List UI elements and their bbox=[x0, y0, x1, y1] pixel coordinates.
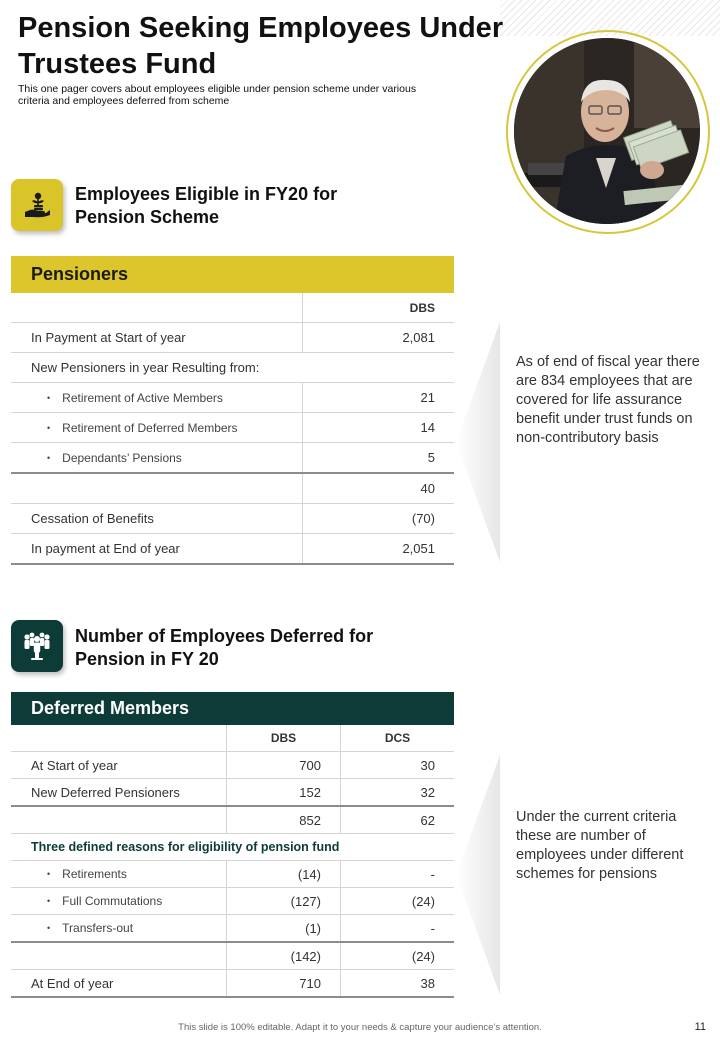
row-label bbox=[11, 806, 227, 834]
row-value-dbs: (1) bbox=[227, 915, 341, 943]
table-header-row bbox=[11, 293, 454, 323]
row-label: • Full Commutations bbox=[11, 888, 227, 915]
row-label: • Retirements bbox=[11, 861, 227, 888]
table-row bbox=[11, 504, 454, 534]
row-label-reasons: Three defined reasons for eligibility of pension fund bbox=[11, 834, 454, 861]
page-title: Pension Seeking Employees Under Trustees Fund bbox=[18, 12, 504, 80]
row-label: • Retirement of Deferred Members bbox=[11, 413, 303, 443]
column-header-dcs: DCS bbox=[341, 725, 455, 752]
row-label: At End of year bbox=[11, 970, 227, 998]
table-row bbox=[11, 942, 454, 970]
table-row bbox=[11, 353, 454, 383]
row-value: 5 bbox=[303, 443, 455, 474]
row-value-dbs: 152 bbox=[227, 779, 341, 807]
section2-heading: Number of Employees Deferred for Pension in FY 20 bbox=[75, 626, 374, 669]
row-value-dbs: (142) bbox=[227, 942, 341, 970]
row-label bbox=[11, 473, 303, 504]
table-row bbox=[11, 383, 454, 413]
row-value-dcs: 32 bbox=[341, 779, 455, 807]
table-row bbox=[11, 806, 454, 834]
row-value-dcs: 30 bbox=[341, 752, 455, 779]
page-subtitle: This one pager covers about employees eligible under pension scheme under various criteria and employees deferred from scheme bbox=[18, 83, 417, 107]
footer-text: This slide is 100% editable. Adapt it to your needs & capture your audience’s attention. bbox=[178, 1022, 542, 1033]
table-row bbox=[11, 443, 454, 474]
group-of-people-icon bbox=[11, 620, 63, 672]
row-value-dbs: 710 bbox=[227, 970, 341, 998]
table-row bbox=[11, 752, 454, 779]
row-value: 40 bbox=[303, 473, 455, 504]
pensioners-table bbox=[11, 293, 454, 565]
row-value-dcs: - bbox=[341, 915, 455, 943]
row-value-dcs: - bbox=[341, 861, 455, 888]
hand-coin-plant-icon bbox=[11, 179, 63, 231]
table-row bbox=[11, 970, 454, 998]
row-value: 2,081 bbox=[303, 323, 455, 353]
elderly-man-with-money-photo bbox=[514, 38, 700, 224]
table-row bbox=[11, 779, 454, 807]
row-label: Cessation of Benefits bbox=[11, 504, 303, 534]
table-row bbox=[11, 323, 454, 353]
row-value-dcs: 62 bbox=[341, 806, 455, 834]
row-value: 14 bbox=[303, 413, 455, 443]
row-value: (70) bbox=[303, 504, 455, 534]
table-row bbox=[11, 888, 454, 915]
section1-heading: Employees Eligible in FY20 for Pension Scheme bbox=[75, 184, 338, 227]
table-row bbox=[11, 413, 454, 443]
page-number: 11 bbox=[694, 1021, 706, 1033]
row-value-dbs: 700 bbox=[227, 752, 341, 779]
row-value-dcs: (24) bbox=[341, 888, 455, 915]
row-value: 2,051 bbox=[303, 534, 455, 565]
section1-note: As of end of fiscal year there are 834 employees that are covered for life assurance benefit under trust funds on non-contributory basis bbox=[516, 354, 700, 446]
row-value-dbs: 852 bbox=[227, 806, 341, 834]
row-label: • Dependants’ Pensions bbox=[11, 443, 303, 474]
table-row bbox=[11, 473, 454, 504]
table-row bbox=[11, 915, 454, 943]
row-label: • Retirement of Active Members bbox=[11, 383, 303, 413]
deferred-members-table-title: Deferred Members bbox=[11, 692, 454, 725]
deferred-members-table bbox=[11, 725, 454, 998]
column-header-dbs: DBS bbox=[227, 725, 341, 752]
row-label: At Start of year bbox=[11, 752, 227, 779]
callout-pointer-shape bbox=[456, 322, 500, 562]
pensioners-table-title: Pensioners bbox=[11, 256, 454, 293]
row-label: New Deferred Pensioners bbox=[11, 779, 227, 807]
table-row bbox=[11, 834, 454, 861]
row-label: In Payment at Start of year bbox=[11, 323, 303, 353]
row-value-dbs: (127) bbox=[227, 888, 341, 915]
row-value: 21 bbox=[303, 383, 455, 413]
row-label: In payment at End of year bbox=[11, 534, 303, 565]
row-label: • Transfers-out bbox=[11, 915, 227, 943]
section2-note: Under the current criteria these are number of employees under different schemes for pensions bbox=[516, 809, 684, 882]
row-value-dcs: 38 bbox=[341, 970, 455, 998]
table-header-row bbox=[11, 725, 454, 752]
table-row bbox=[11, 534, 454, 565]
table-row bbox=[11, 861, 454, 888]
column-header-dbs: DBS bbox=[303, 293, 455, 323]
row-value-dcs: (24) bbox=[341, 942, 455, 970]
row-label bbox=[11, 942, 227, 970]
row-label: New Pensioners in year Resulting from: bbox=[11, 353, 454, 383]
callout-pointer-shape bbox=[456, 755, 500, 995]
row-value-dbs: (14) bbox=[227, 861, 341, 888]
